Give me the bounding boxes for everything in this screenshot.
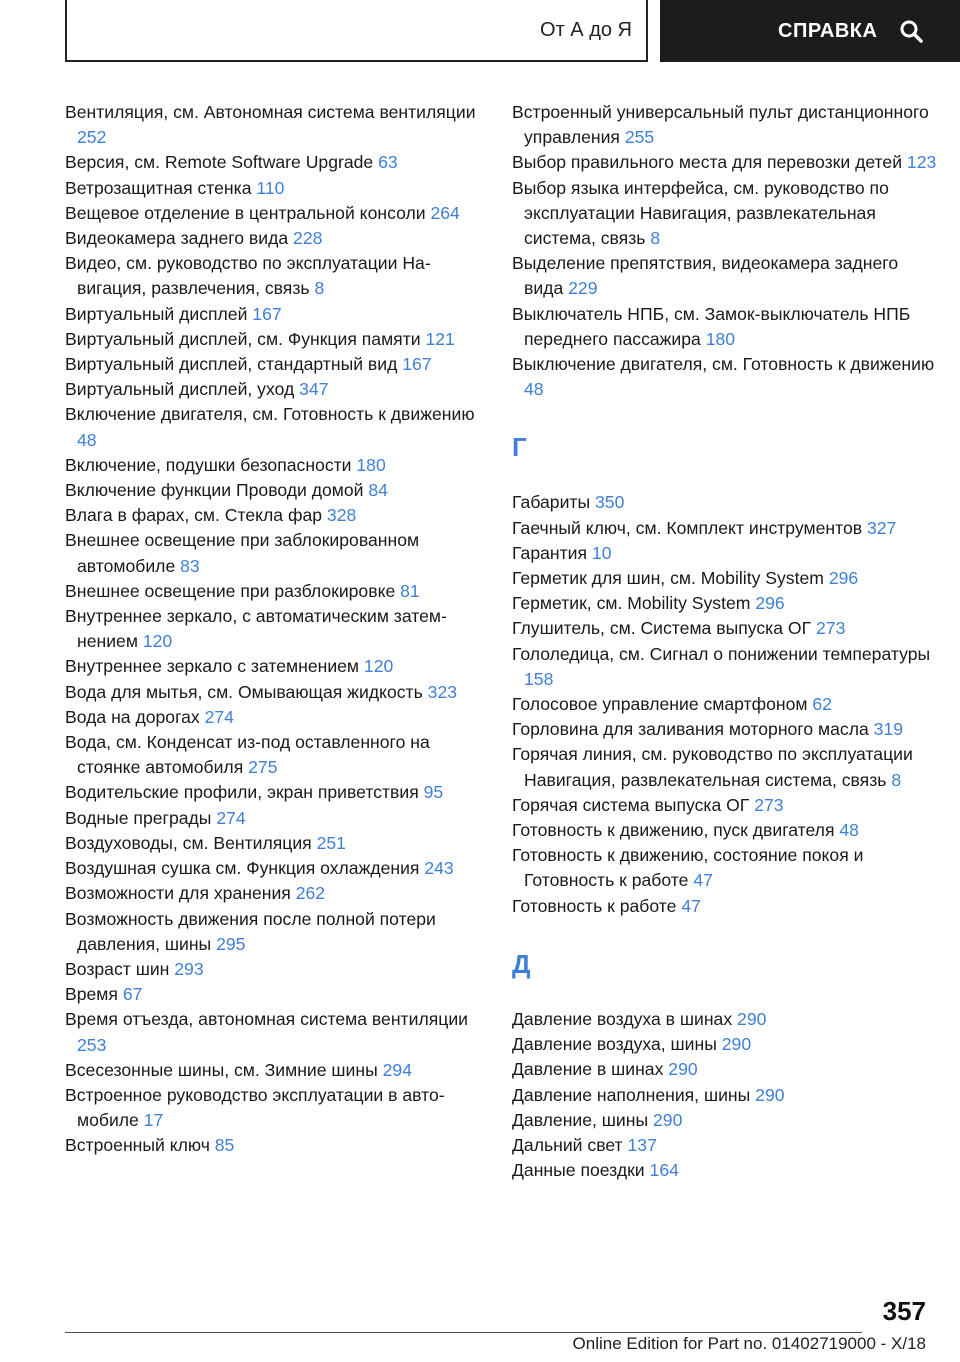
footer-edition: Online Edition for Part no. 01402719000 - X/18 [572,1334,926,1353]
index-entry [65,1083,485,1133]
page-reference-link[interactable]: 290 [668,1059,698,1080]
index-entry-text: Данные поездки [512,1160,645,1181]
index-entry-text: Давление в шинах [512,1059,664,1080]
page-reference-link[interactable]: 95 [423,782,444,803]
index-entry-text: Выключатель НПБ, см. Замок-выключатель НПБ переднего пассажира [512,303,911,349]
index-entry-text: Готовность к движению, состояние покоя и Готовность к работе [512,845,864,891]
page-reference-link[interactable]: 350 [595,492,625,513]
index-entry-text: Время [65,984,118,1005]
index-entry-text: Габариты [512,492,591,513]
index-entry-text: Внешнее освещение при разблокировке [65,580,396,601]
page-reference-link[interactable]: 47 [693,870,713,891]
index-entry-text: Вода для мытья, см. Омывающая жидкость [65,681,423,702]
index-entry-text: Возраст шин [65,958,170,979]
index-entry-text: Видеокамера заднего вида [65,228,289,249]
help-button[interactable] [660,0,960,62]
page-reference-link[interactable]: 327 [866,517,897,538]
index-entry [65,680,485,705]
index-entry [512,717,942,742]
index-entry-text: Глушитель, см. Система выпуска ОГ [512,618,812,639]
index-entry-text: Вентиляция, см. Автономная система вентиляции [65,102,476,122]
page-reference-link[interactable]: 290 [653,1109,683,1130]
index-entry-text: Виртуальный дисплей [65,303,248,324]
index-entry-text: Герметик для шин, см. Mobility System [512,568,824,589]
index-entry [512,1032,942,1057]
index-column-left [65,100,485,1159]
index-entry [512,100,942,150]
index-entry [65,201,485,226]
index-entry-text: Вода, см. Конденсат из-под оставленного на стоянке автомобиля [65,732,430,778]
index-entry [512,1083,942,1108]
index-entry [65,982,485,1007]
page-reference-link[interactable]: 274 [204,706,234,727]
index-entry [512,793,942,818]
index-entry [512,1057,942,1082]
index-entry-text: Виртуальный дисплей, см. Функция памяти [65,328,421,349]
index-entry [65,327,485,352]
index-entry-text: Встроенное руководство эксплуатации в автомобиле [65,1084,445,1131]
page-reference-link[interactable]: 85 [214,1135,235,1156]
page-reference-link[interactable]: 290 [721,1034,752,1055]
index-entry [512,843,942,893]
page-reference-link[interactable]: 137 [627,1134,657,1155]
index-entry [512,490,942,515]
index-entry-text: Включение двигателя, см. Готовность к движению [65,404,475,425]
index-entry-text: Вода на дорогах [65,706,200,727]
index-entry [65,881,485,906]
index-entry-text: Включение, подушки безопасности [65,454,352,475]
page-reference-link[interactable]: 275 [248,757,278,778]
index-entry-text: Встроенный ключ [65,1135,210,1156]
index-entry [65,806,485,831]
page-reference-link[interactable]: 255 [624,127,655,148]
index-entry-text: Внешнее освещение при заблокированном автомобиле [65,530,420,576]
index-entry-text: Герметик, см. Mobility System [512,593,751,614]
search-icon [899,19,923,43]
index-entry [512,742,942,792]
index-entry [65,654,485,679]
page-reference-link[interactable]: 164 [649,1160,679,1181]
index-entry [65,705,485,730]
index-entry [512,642,942,692]
index-entry [65,856,485,881]
page-reference-link[interactable]: 8 [314,278,325,299]
index-entry [65,100,485,150]
page-reference-link[interactable]: 243 [424,858,454,879]
index-entry-text: Горячая система выпуска ОГ [512,794,750,815]
index-entry [512,1108,942,1133]
index-entry-text: Воздушная сушка см. Функция охлаждения [65,858,420,879]
page-reference-link[interactable]: 295 [216,933,246,954]
index-entry-text: Давление воздуха в шинах [512,1008,733,1029]
page-reference-link[interactable]: 273 [754,794,784,815]
index-entry [65,226,485,251]
page-reference-link[interactable]: 296 [828,568,859,589]
index-entry [512,516,942,541]
index-entry [512,818,942,843]
index-entry-text: Водительские профили, экран приветствия [65,782,419,803]
page-reference-link[interactable]: 121 [425,328,455,349]
page-reference-link[interactable]: 319 [873,719,904,740]
index-entry-text: Горячая линия, см. руководство по эксплуатации Навигация, развлекательная система, связь [512,744,913,790]
index-entry [65,1058,485,1083]
page-reference-link[interactable]: 167 [252,303,282,324]
page-reference-link[interactable]: 48 [77,429,97,450]
page-reference-link[interactable]: 8 [650,228,661,249]
index-entry-text: Выбор языка интерфейса, см. руководство по эксплуатации Навигация, развлекательная система, связь [512,177,889,249]
page-reference-link[interactable]: 273 [816,618,846,639]
index-entry [512,251,942,301]
index-entry-text: Включение функции Проводи домой [65,480,364,501]
page-reference-link[interactable]: 48 [839,820,859,841]
index-entry [65,780,485,805]
index-entry [65,1133,485,1158]
index-entry [512,302,942,352]
index-entry-text: Готовность к работе [512,895,677,916]
index-entry [512,541,942,566]
index-entry-text: Виртуальный дисплей, уход [65,379,295,400]
section-tab-label: От А до Я [540,18,632,41]
index-entry [512,692,942,717]
page-reference-link[interactable]: 293 [174,958,204,979]
index-entry [65,957,485,982]
index-entry [512,894,942,919]
index-entry [65,907,485,957]
index-entry [512,1007,942,1032]
help-label: СПРАВКА [778,19,878,42]
page-reference-link[interactable]: 48 [524,379,544,400]
index-entry [65,604,485,654]
index-entry-text: Водные преграды [65,807,212,828]
index-entry-text: Видео, см. руководство по эксплуатации Навигация, развлечения, связь [65,253,431,299]
page-reference-link[interactable]: 120 [142,631,173,652]
index-entry [512,352,942,402]
index-entry-text: Готовность к движению, пуск двигателя [512,820,835,841]
page-reference-link[interactable]: 17 [143,1110,164,1131]
index-entry [65,453,485,478]
index-entry [65,503,485,528]
index-entry-text: Виртуальный дисплей, стандартный вид [65,354,398,375]
footer-divider [65,1332,862,1333]
page-reference-link[interactable]: 81 [400,580,420,601]
index-entry-text: Версия, см. Remote Software Upgrade [65,152,374,173]
index-entry-text: Гарантия [512,542,588,563]
page-reference-link[interactable]: 323 [427,681,458,702]
page-reference-link[interactable]: 328 [326,505,357,526]
index-entry [512,566,942,591]
index-entry-text: Внутреннее зеркало, с автоматическим затемнением [65,606,447,652]
index-entry-text: Влага в фарах, см. Стекла фар [65,505,323,526]
index-entry-text: Гаечный ключ, см. Комплект инструментов [512,517,863,538]
page-reference-link[interactable]: 294 [382,1059,412,1080]
index-column-right [512,100,942,1183]
index-entry [65,730,485,780]
page-reference-link[interactable]: 110 [256,177,285,198]
page-reference-link[interactable]: 120 [363,656,394,677]
page-reference-link[interactable]: 253 [77,1034,107,1055]
index-entry [512,1158,942,1183]
index-entry [65,352,485,377]
page-reference-link[interactable]: 47 [681,895,701,916]
index-entry-text: Возможности для хранения [65,883,291,904]
section-tab[interactable] [65,0,648,62]
page-reference-link[interactable]: 290 [755,1084,785,1105]
index-entry [512,616,942,641]
index-entry-text: Воздуховоды, см. Вентиляция [65,832,312,853]
index-entry-text: Давление воздуха, шины [512,1034,717,1055]
page-reference-link[interactable]: 347 [299,379,329,400]
index-entry [65,831,485,856]
page-reference-link[interactable]: 290 [737,1008,767,1029]
index-entry [65,150,485,175]
index-entry [512,1133,942,1158]
index-entry-text: Ветрозащитная стенка [65,177,252,198]
index-entry-text: Дальний свет [512,1134,623,1155]
page-reference-link[interactable]: 84 [368,480,388,501]
page-reference-link[interactable]: 67 [122,984,143,1005]
page-reference-link[interactable]: 251 [316,832,346,853]
page-reference-link[interactable]: 83 [180,555,200,576]
index-entry [65,478,485,503]
page-reference-link[interactable]: 123 [906,152,937,173]
index-entry [512,176,942,252]
index-entry [65,377,485,402]
index-entry [65,176,485,201]
index-entry-text: Возможность движения после полной потери давления, шины [65,908,436,954]
index-entry-text: Выбор правильного места для перевозки детей [512,152,903,173]
page-reference-link[interactable]: 180 [705,328,736,349]
page-reference-link[interactable]: 180 [356,454,386,475]
index-entry-text: Выключение двигателя, см. Готовность к движению [512,354,935,375]
index-entry [65,302,485,327]
index-entry-text: Давление, шины [512,1109,649,1130]
index-entry-text: Время отъезда, автономная система вентиляции [65,1009,468,1030]
page-reference-link[interactable]: 229 [568,278,598,299]
index-entry [512,591,942,616]
index-entry [65,1007,485,1057]
page-reference-link[interactable]: 10 [591,542,612,563]
index-entry-text: Вещевое отделение в центральной консоли [65,202,426,223]
page-reference-link[interactable]: 274 [216,807,246,828]
page-number: 357 [882,1296,926,1326]
index-entry [512,150,942,175]
page-reference-link[interactable]: 158 [524,668,554,689]
page-reference-link[interactable]: 264 [430,202,460,223]
index-entry-text: Давление наполнения, шины [512,1084,751,1105]
page-reference-link[interactable]: 63 [378,152,398,173]
section-letter-d: Д [512,948,531,979]
page-reference-link[interactable]: 62 [812,694,832,715]
section-letter-g: Г [512,432,527,463]
index-entry-text: Голосовое управление смартфоном [512,694,808,715]
page-reference-link[interactable]: 228 [293,228,323,249]
index-entry-text: Выделение препятствия, видеокамера заднего вида [512,253,899,299]
page-reference-link[interactable]: 167 [402,354,432,375]
index-entry-text: Встроенный универсальный пульт дистанционного управления [512,102,929,148]
page-reference-link[interactable]: 262 [295,883,326,904]
index-entry [65,579,485,604]
page-reference-link[interactable]: 296 [755,593,785,614]
page-reference-link[interactable]: 8 [891,769,902,790]
index-entry [65,402,485,452]
index-entry [65,251,485,301]
index-entry-text: Горловина для заливания моторного масла [512,719,869,740]
page-reference-link[interactable]: 252 [77,127,107,148]
index-entry [65,528,485,578]
index-entry-text: Гололедица, см. Сигнал о понижении температуры [512,643,931,664]
index-entry-text: Всесезонные шины, см. Зимние шины [65,1059,378,1080]
index-entry-text: Внутреннее зеркало с затемнением [65,656,360,677]
